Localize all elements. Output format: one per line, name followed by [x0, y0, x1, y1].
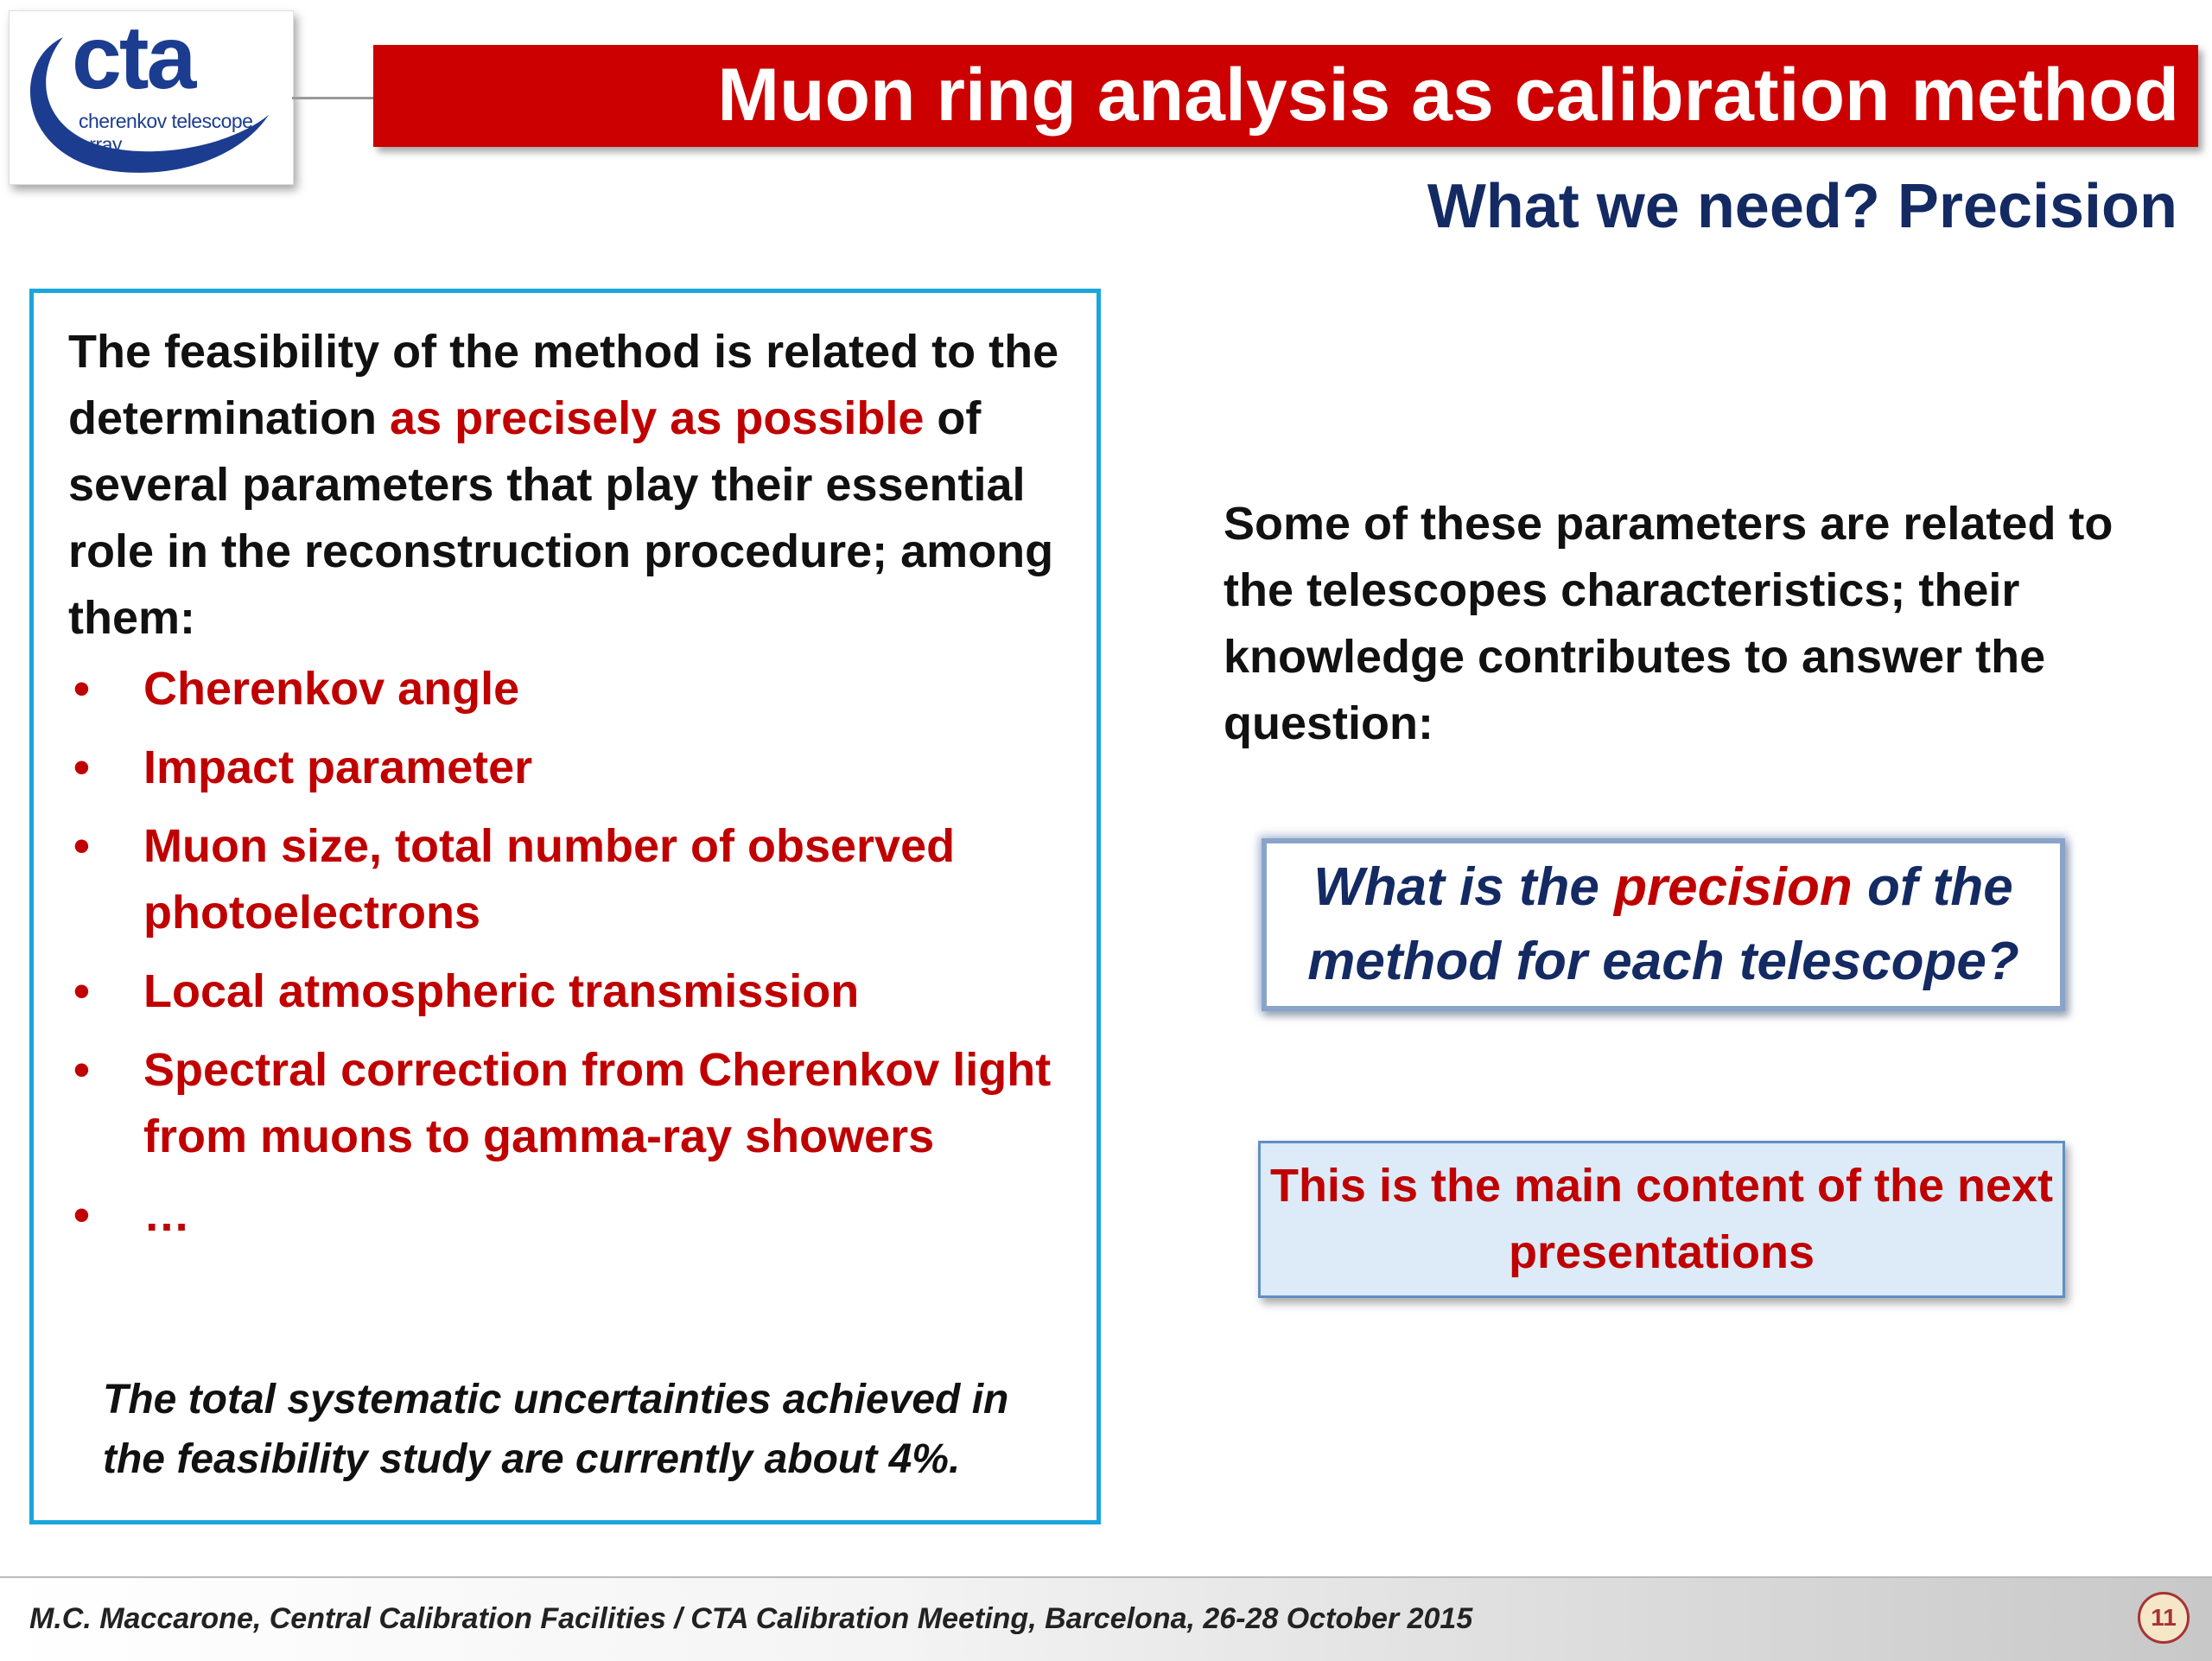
parameter-label: Muon size, total number of observed photoelectrons	[143, 820, 956, 939]
footer	[0, 1576, 2212, 1661]
logo-subtitle: cherenkov telescope array	[79, 110, 253, 156]
slide-title: Muon ring analysis as calibration method	[717, 54, 2179, 137]
question-text-before: What is the	[1313, 857, 1615, 917]
list-item	[68, 813, 1062, 946]
list-item	[68, 958, 1062, 1025]
question-text-after: of the method for each telescope?	[1307, 857, 2019, 991]
parameter-label: Local atmospheric transmission	[143, 965, 860, 1017]
content-note-box	[1258, 1141, 2065, 1298]
parameter-label: Spectral correction from Cherenkov light from muons to gamma-ray showers	[143, 1044, 1052, 1162]
bullet-icon: •	[73, 820, 90, 872]
list-item	[68, 656, 1062, 722]
footer-text: M.C. Maccarone, Central Calibration Facilities / CTA Calibration Meeting, Barcelona, 26-28 October 2015	[29, 1602, 1473, 1635]
logo-wordmark: cta	[72, 8, 194, 108]
cta-logo	[9, 10, 294, 185]
bullet-icon: •	[73, 1044, 90, 1096]
intro-text-before: The feasibility of the method is related to the determination	[68, 326, 1059, 444]
bullet-icon: •	[73, 965, 90, 1017]
bullet-icon: •	[73, 1189, 90, 1241]
systematic-note: The total systematic uncertainties achieved in the feasibility study are currently about 4%.	[103, 1377, 1009, 1482]
bullet-icon: •	[73, 663, 90, 715]
question-box	[1262, 838, 2065, 1011]
page-number-badge: 11	[2138, 1592, 2190, 1644]
list-item	[68, 1037, 1062, 1170]
bullet-icon: •	[73, 741, 90, 793]
logo-connector-line	[292, 97, 375, 99]
title-bar	[373, 45, 2198, 147]
intro-text-after: of several parameters that play their essential role in the reconstruction procedure; among them:	[68, 392, 1054, 644]
parameter-label: Cherenkov angle	[143, 663, 520, 715]
intro-highlight: as precisely as possible	[390, 392, 925, 444]
telescope-parameters-text: Some of these parameters are related to the telescopes characteristics; their knowledge contributes to answer the question:	[1224, 498, 2113, 749]
feasibility-box	[29, 289, 1101, 1524]
parameter-label: …	[143, 1189, 190, 1241]
question-highlight: precision	[1614, 857, 1853, 917]
content-note: This is the main content of the next presentations	[1269, 1160, 2054, 1278]
intro-paragraph	[68, 319, 1092, 652]
list-item	[68, 1182, 1062, 1249]
slide-subtitle: What we need? Precision	[1427, 172, 2177, 241]
parameter-label: Impact parameter	[143, 741, 533, 793]
parameter-list	[68, 656, 1062, 1261]
question-text	[1267, 850, 2060, 999]
list-item	[68, 735, 1062, 801]
